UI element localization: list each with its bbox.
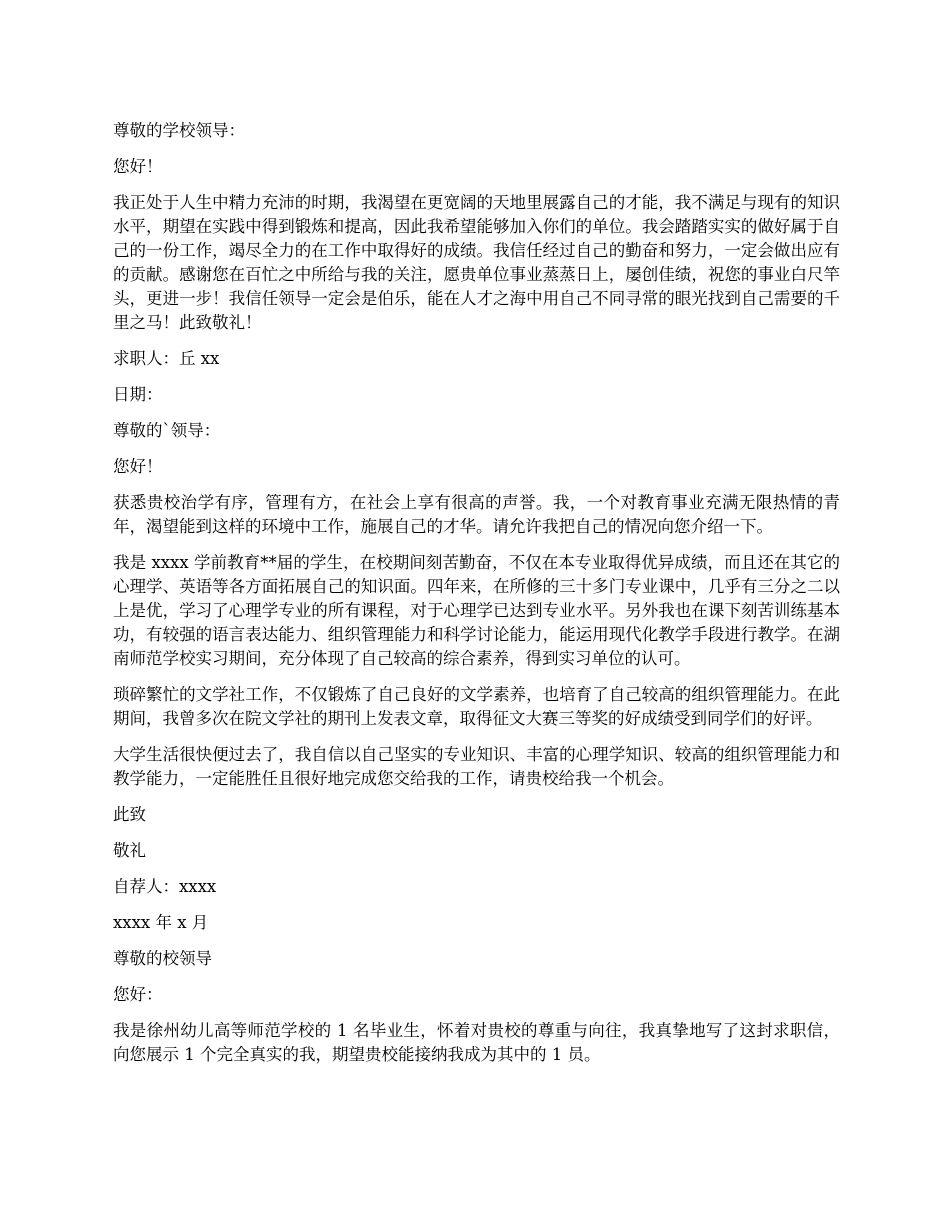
date-line: 日期： (113, 385, 163, 404)
signature-date: xxxx 年 x 月 (113, 913, 209, 932)
body-paragraph-2: 获悉贵校治学有序，管理有方，在社会上享有很高的声誉。我，一个对教育事业充满无限热情的青年，渴望能到这样的环境中工作，施展自己的才华。请允许我把自己的情况向您介绍一下。 (113, 493, 840, 536)
body-paragraph-6: 我是徐州幼儿高等师范学校的 1 名毕业生，怀着对贵校的尊重与向往，我真挚地写了这封求职信，向您展示 1 个完全真实的我，期望贵校能接纳我成为其中的 1 员。 (113, 1021, 840, 1064)
salutation-2: 尊敬的`领导： (113, 421, 221, 440)
closing-line-1: 此致 (113, 805, 146, 824)
body-paragraph-4: 琐碎繁忙的文学社工作，不仅锻炼了自己良好的文学素养，也培育了自己较高的组织管理能力。在此期间，我曾多次在院文学社的期刊上发表文章，取得征文大赛三等奖的好成绩受到同学们的好评。 (113, 685, 840, 728)
closing-line-2: 敬礼 (113, 841, 146, 860)
body-paragraph-3: 我是 xxxx 学前教育**届的学生，在校期间刻苦勤奋，不仅在本专业取得优异成绩，而且还在其它的心理学、英语等各方面拓展自己的知识面。四年来，在所修的三十多门专业课中，几乎有三分之二以上是优，学习了心理学专业的所有课程，对于心理学已达到专业水平。另外我也在课下刻苦训练基本功，有较强的语言表达能力、组织管理能力和科学讨论能力，能运用现代化教学手段进行教学。在湖南师范学校实习期间，充分体现了自己较高的综合素养，得到实习单位的认可。 (113, 553, 840, 668)
greeting-1: 您好！ (113, 157, 163, 176)
salutation-1: 尊敬的学校领导： (113, 121, 245, 140)
document-body (113, 119, 840, 1079)
body-paragraph-5: 大学生活很快便过去了，我自信以自己坚实的专业知识、丰富的心理学知识、较高的组织管理能力和教学能力，一定能胜任且很好地完成您交给我的工作，请贵校给我一个机会。 (113, 745, 840, 788)
signature-line: 自荐人：xxxx (113, 877, 217, 896)
applicant-line: 求职人：丘 xx (113, 349, 220, 368)
body-paragraph-1: 我正处于人生中精力充沛的时期，我渴望在更宽阔的天地里展露自己的才能，我不满足与现有的知识水平，期望在实践中得到锻炼和提高，因此我希望能够加入你们的单位。我会踏踏实实的做好属于自己的一份工作，竭尽全力的在工作中取得好的成绩。我信任经过自己的勤奋和努力，一定会做出应有的贡献。感谢您在百忙之中所给与我的关注，愿贵单位事业蒸蒸日上，屡创佳绩，祝您的事业白尺竿头，更进一步！我信任领导一定会是伯乐，能在人才之海中用自己不同寻常的眼光找到自己需要的千里之马！此致敬礼！ (113, 193, 840, 332)
greeting-2: 您好！ (113, 457, 163, 476)
salutation-3: 尊敬的校领导 (113, 949, 212, 968)
greeting-3: 您好： (113, 985, 163, 1004)
